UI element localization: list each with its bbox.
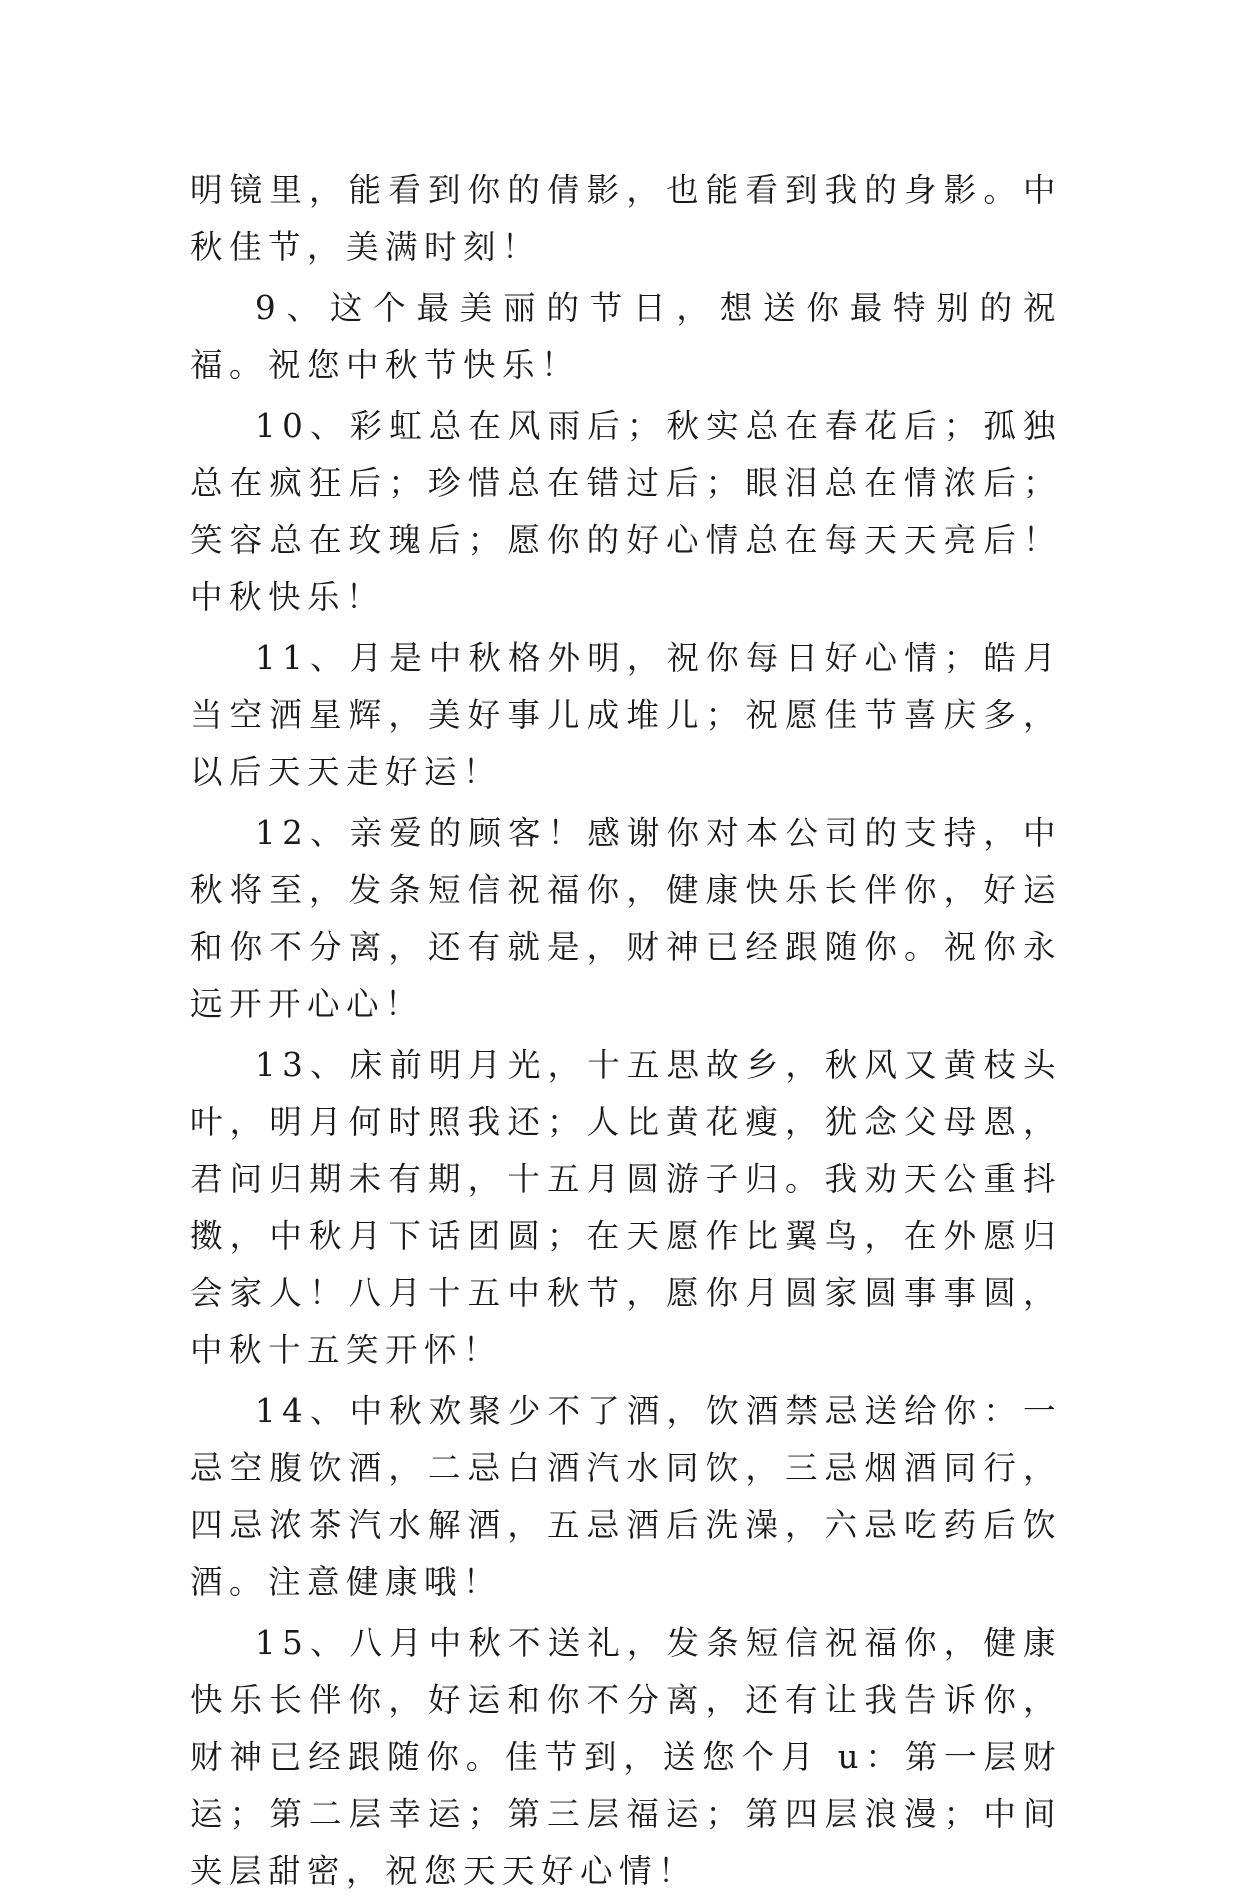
paragraph-14: 14、中秋欢聚少不了酒，饮酒禁忌送给你：一忌空腹饮酒，二忌白酒汽水同饮，三忌烟酒同行，四忌浓茶汽水解酒，五忌酒后洗澡，六忌吃药后饮酒。注意健康哦！ xyxy=(190,1392,1062,1601)
paragraph-11: 11、月是中秋格外明，祝你每日好心情；皓月当空洒星辉，美好事儿成堆儿；祝愿佳节喜庆多，以后天天走好运！ xyxy=(190,639,1062,791)
document-body xyxy=(190,162,1062,1904)
paragraph-13: 13、床前明月光，十五思故乡，秋风又黄枝头叶，明月何时照我还；人比黄花瘦，犹念父母恩，君问归期未有期，十五月圆游子归。我劝天公重抖擞，中秋月下话团圆；在天愿作比翼鸟，在外愿归会家人！八月十五中秋节，愿你月圆家圆事事圆，中秋十五笑开怀！ xyxy=(190,1046,1062,1369)
paragraph-continued: 明镜里，能看到你的倩影，也能看到我的身影。中秋佳节，美满时刻！ xyxy=(190,171,1062,266)
paragraph-10: 10、彩虹总在风雨后；秋实总在春花后；孤独总在疯狂后；珍惜总在错过后；眼泪总在情浓后；笑容总在玫瑰后；愿你的好心情总在每天天亮后！中秋快乐！ xyxy=(190,407,1062,616)
paragraph-9: 9、这个最美丽的节日，想送你最特别的祝福。祝您中秋节快乐！ xyxy=(190,289,1062,384)
paragraph-12: 12、亲爱的顾客！感谢你对本公司的支持，中秋将至，发条短信祝福你，健康快乐长伴你，好运和你不分离，还有就是，财神已经跟随你。祝你永远开开心心！ xyxy=(190,814,1062,1023)
paragraph-15: 15、八月中秋不送礼，发条短信祝福你，健康快乐长伴你，好运和你不分离，还有让我告诉你，财神已经跟随你。佳节到，送您个月 u：第一层财运；第二层幸运；第三层福运；第四层浪漫；中间夹层甜密，祝您天天好心情！ xyxy=(190,1624,1062,1890)
